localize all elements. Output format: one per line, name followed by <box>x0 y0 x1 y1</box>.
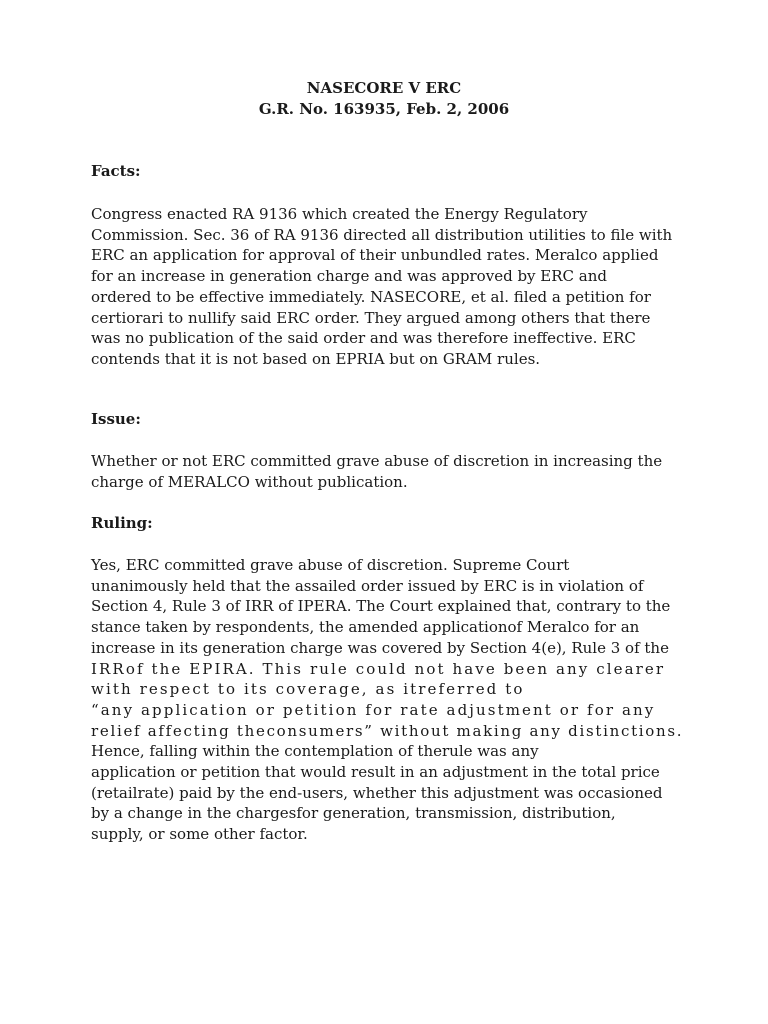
ruling-line: stance taken by respondents, the amended applicationof Meralco for an <box>91 618 640 637</box>
facts-line: ERC an application for approval of their unbundled rates. Meralco applied <box>91 246 659 265</box>
issue-heading: Issue: <box>91 410 141 428</box>
facts-heading: Facts: <box>91 162 141 180</box>
ruling-line: increase in its generation charge was covered by Section 4(e), Rule 3 of the <box>91 638 669 657</box>
title-block <box>0 78 768 120</box>
ruling-line: by a change in the chargesfor generation, transmission, distribution, <box>91 804 616 823</box>
issue-line: Whether or not ERC committed grave abuse of discretion in increasing the <box>91 452 663 470</box>
ruling-line: Yes, ERC committed grave abuse of discretion. Supreme Court <box>91 556 570 574</box>
issue-paragraph <box>91 451 691 492</box>
ruling-line: “any application or petition for rate adjustment or for any <box>91 700 656 719</box>
facts-paragraph <box>91 204 691 370</box>
facts-line: certiorari to nullify said ERC order. They argued among others that there <box>91 308 651 327</box>
facts-line: ordered to be effective immediately. NASECORE, et al. filed a petition for <box>91 287 651 306</box>
facts-line: for an increase in generation charge and was approved by ERC and <box>91 267 607 286</box>
ruling-line: application or petition that would result in an adjustment in the total price <box>91 763 660 782</box>
ruling-line: Section 4, Rule 3 of IRR of IPERA. The Court explained that, contrary to the <box>91 597 671 616</box>
facts-line: contends that it is not based on EPRIA but on GRAM rules. <box>91 349 541 368</box>
ruling-line: unanimously held that the assailed order issued by ERC is in violation of <box>91 576 644 595</box>
ruling-line: Hence, falling within the contemplation of therule was any <box>91 742 539 761</box>
case-title: NASECORE V ERC <box>306 79 462 97</box>
ruling-paragraph <box>91 555 691 845</box>
ruling-line: supply, or some other factor. <box>91 825 308 844</box>
ruling-line: relief affecting theconsumers” without making any distinctions. <box>91 721 684 740</box>
issue-line: charge of MERALCO without publication. <box>91 472 408 491</box>
facts-line: Congress enacted RA 9136 which created the Energy Regulatory <box>91 205 588 223</box>
case-citation: G.R. No. 163935, Feb. 2, 2006 <box>258 100 510 118</box>
ruling-heading: Ruling: <box>91 514 153 532</box>
facts-line: was no publication of the said order and was therefore ineffective. ERC <box>91 329 636 348</box>
ruling-line: IRRof the EPIRA. This rule could not have been any clearer <box>91 659 666 678</box>
ruling-line: (retailrate) paid by the end-users, whether this adjustment was occasioned <box>91 783 663 802</box>
facts-line: Commission. Sec. 36 of RA 9136 directed all distribution utilities to file with <box>91 225 673 244</box>
ruling-line: with respect to its coverage, as itreferred to <box>91 680 525 699</box>
